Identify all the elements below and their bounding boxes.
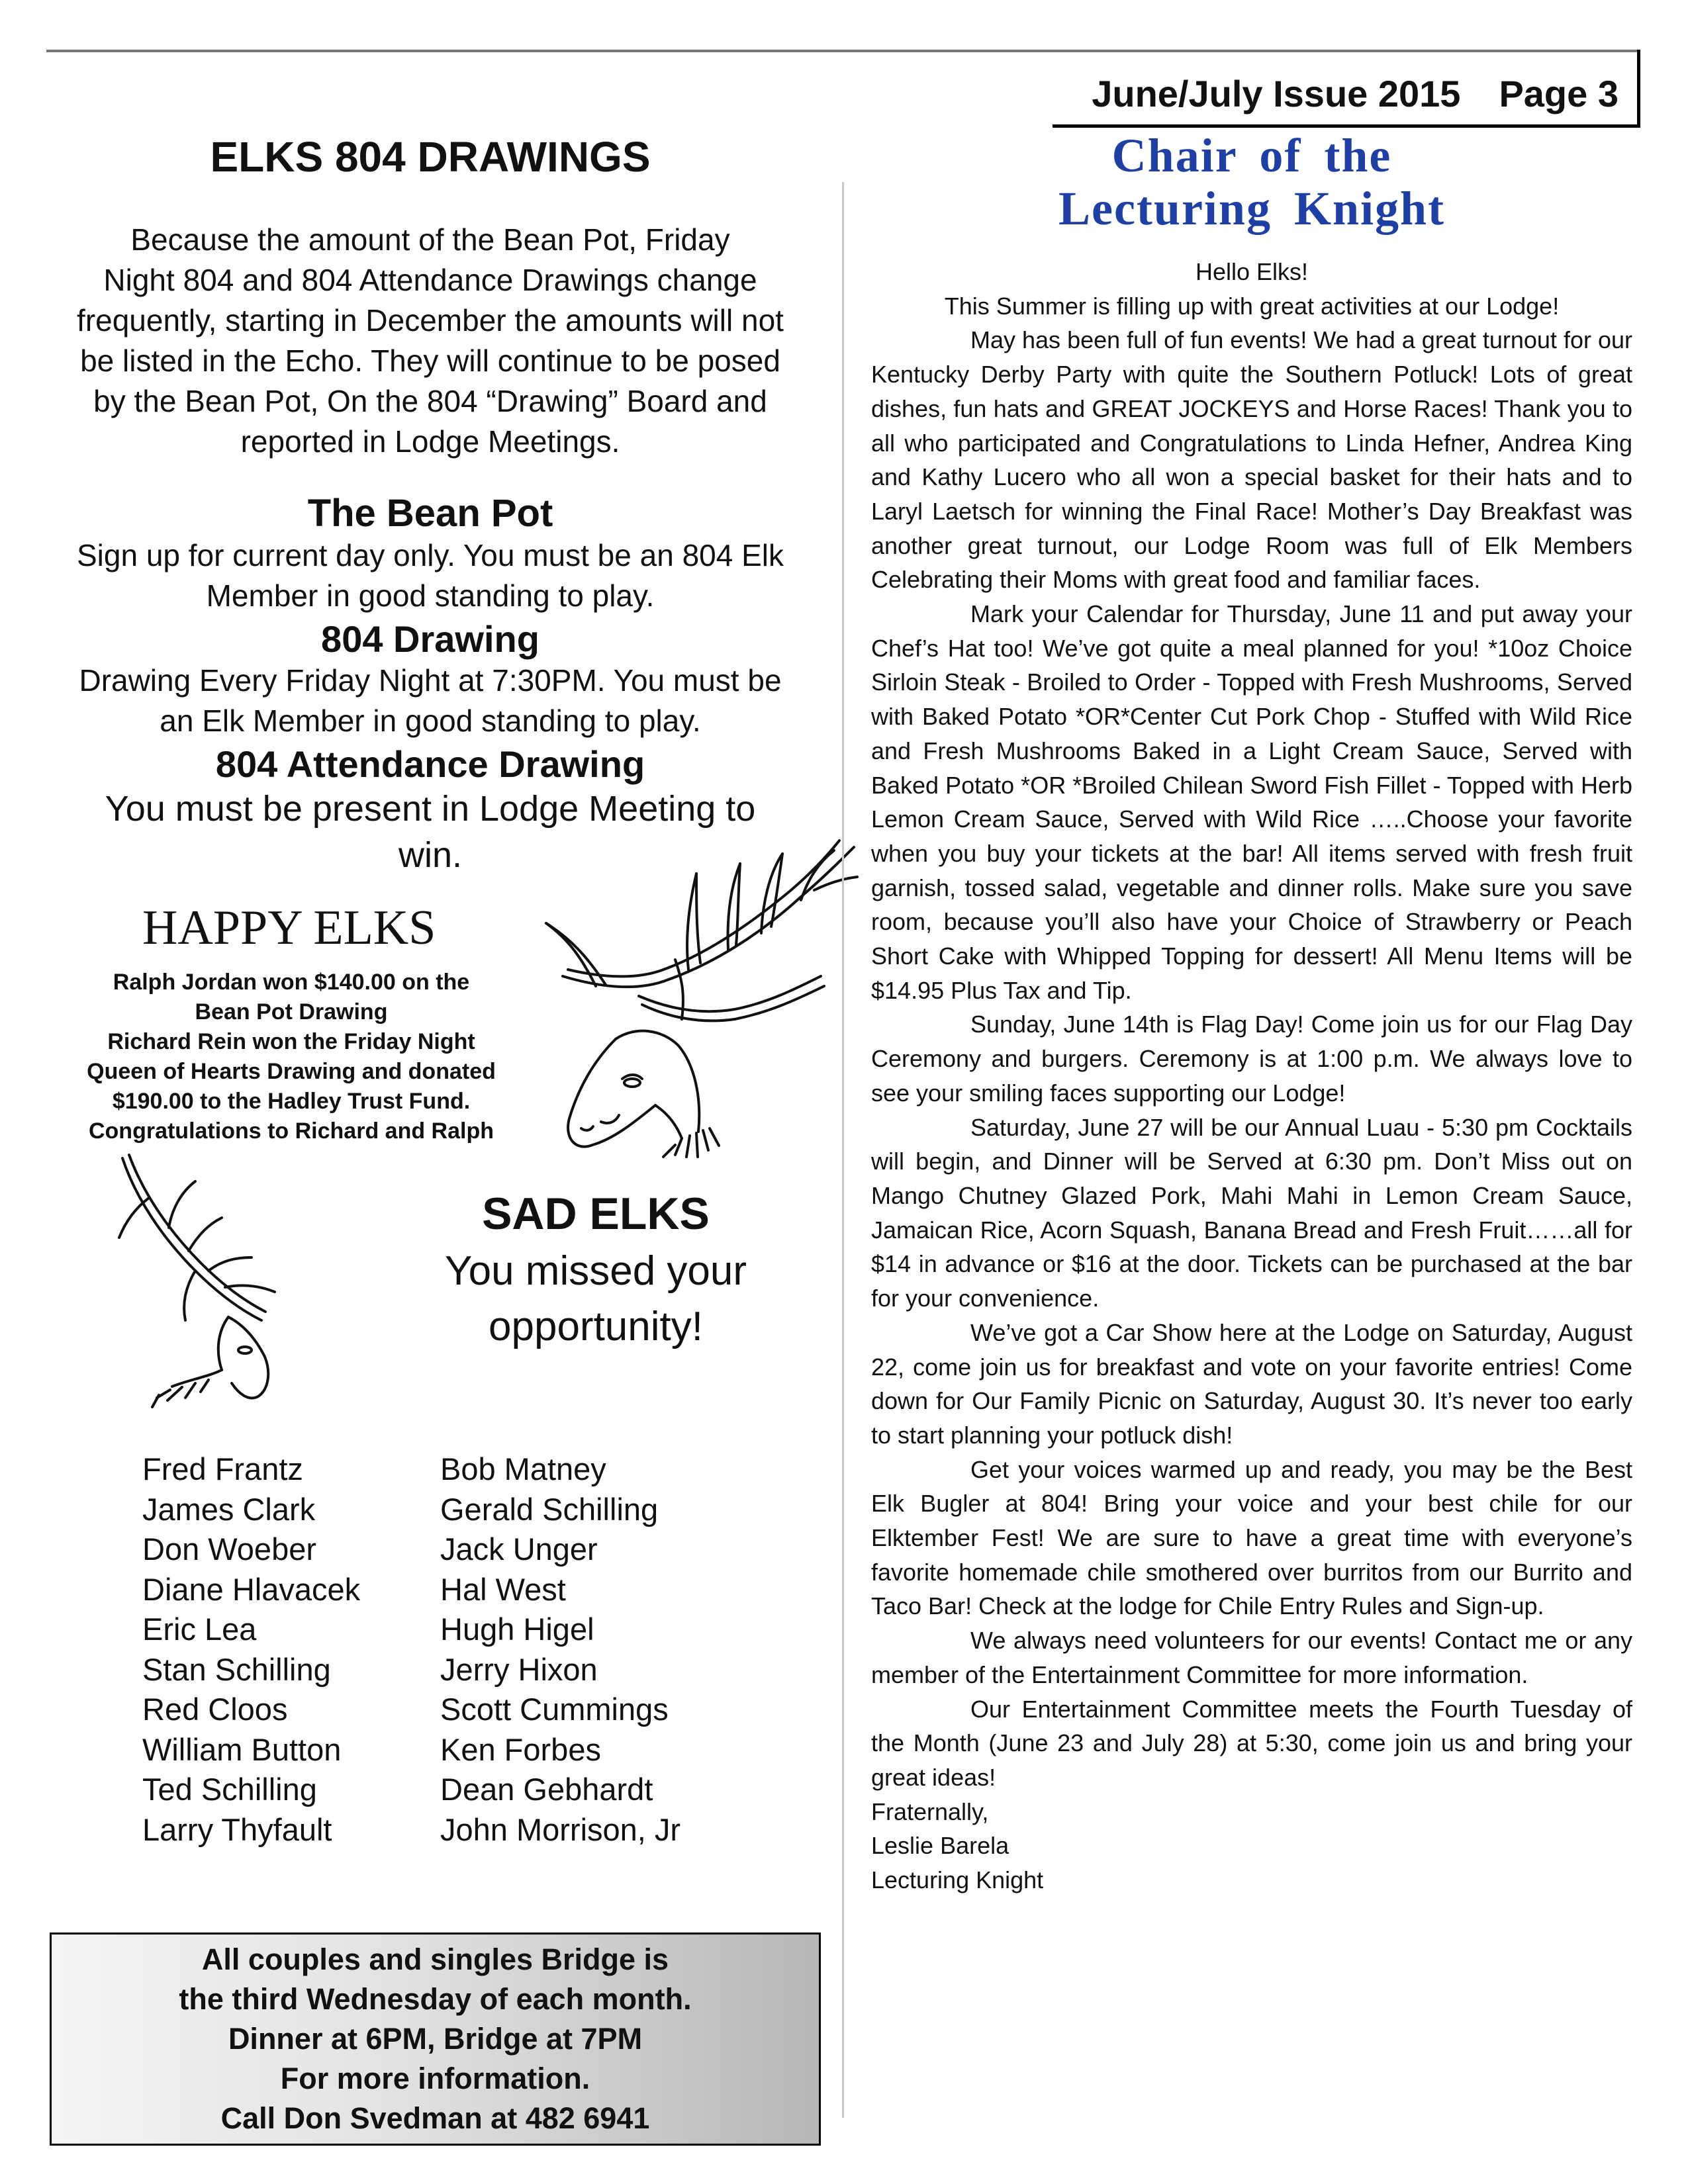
elk-head-sad-icon [109,1145,321,1410]
drawing-text [46,660,814,741]
names-list-left [142,1449,360,1850]
sad-line: You missed your [444,1248,747,1294]
bridge-line: the third Wednesday of each month. [179,1982,692,2016]
happy-elks-text [53,968,530,1146]
chair-title-line: Lecturing Knight [1058,182,1446,235]
article-paragraph: Mark your Calendar for Thursday, June 11 and put away your Chef’s Hat too! We’ve got quite a meal planned for you! *10oz Choice Sirloin Steak - Broiled to Order - Topped with Fresh Mushrooms, Served with Baked Potato *OR*Center Cut Pork Chop - Stuffed with Wild Rice and Fresh Mushrooms Baked in a Light Cream Sauce, Served with Baked Potato *OR *Broiled Chilean Sword Fish Fillet - Topped with Herb Lemon Cream Sauce, Served with Wild Rice …..Choose your favorite when you buy your tickets at the bar! All items served with fresh fruit garnish, tossed salad, vegetable and dinner rolls. Make sure you save room, because you’ll also have your Choice of Strawberry or Peach Short Cake with Whipped Topping for dessert! All Menu Items will be $14.95 Plus Tax and Tip. [871,600,1632,1004]
intro-line: Because the amount of the Bean Pot, Friday [130,222,730,257]
list-item: Scott Cummings [440,1692,669,1727]
article-body [871,323,1632,1794]
list-item: Stan Schilling [142,1651,331,1687]
bean-pot-heading: The Bean Pot [307,492,553,535]
chair-title-line: Chair of the [1111,129,1392,182]
intro-line: reported in Lodge Meetings. [240,424,620,459]
greeting-line: This Summer is filling up with great activities at our Lodge! [944,292,1560,320]
bridge-line: For more information. [280,2062,590,2095]
issue-label: June/July Issue 2015 [1092,73,1461,114]
happy-line: Congratulations to Richard and Ralph [88,1118,494,1144]
article-paragraph: May has been full of fun events! We had a great turnout for our Kentucky Derby Party with quite the Southern Potluck! Lots of great dishes, fun hats and GREAT JOCKEYS and Horse Races! Thank you to all who participated and Congratulations to Linda Hefner, Andrea King and Kathy Lucero who all won a special basket for their hats and to Laryl Laetsch for winning the Final Race! Mother’s Day Breakfast was another great turnout, our Lodge Room was full of Elk Members Celebrating their Moms with great food and familiar faces. [871,326,1632,594]
sad-line: opportunity! [489,1304,703,1349]
happy-line: Richard Rein won the Friday Night [107,1029,475,1054]
list-item: James Clark [142,1491,316,1527]
attendance-heading: 804 Attendance Drawing [215,743,645,785]
list-item: John Morrison, Jr [440,1811,681,1847]
drawing-line: Drawing Every Friday Night at 7:30PM. You must be [79,663,782,698]
attendance-line: You must be present in Lodge Meeting to [105,789,756,829]
drawings-title: ELKS 804 DRAWINGS [210,133,651,181]
happy-line: $190.00 to the Hadley Trust Fund. [112,1089,471,1114]
list-item: Don Woeber [142,1531,316,1567]
sad-elks-text [397,1244,794,1355]
list-item: Ted Schilling [142,1772,317,1807]
names-list-right [440,1449,680,1850]
intro-line: by the Bean Pot, On the 804 “Drawing” Board and [93,384,767,418]
article-paragraph: We always need volunteers for our events! Contact me or any member of the Entertainment Committee for more information. [871,1627,1632,1688]
bridge-line: All couples and singles Bridge is [201,1942,669,1976]
list-item: Larry Thyfault [142,1811,332,1847]
list-item: Bob Matney [440,1451,606,1486]
bean-pot-text [46,535,814,616]
greeting-line: Hello Elks! [1195,258,1309,285]
greeting [871,255,1632,323]
bean-pot-line: Sign up for current day only. You must be an 804 Elk [76,538,784,572]
bridge-line: Dinner at 6PM, Bridge at 7PM [228,2022,643,2056]
list-item: Eric Lea [142,1612,257,1647]
article-paragraph: Saturday, June 27 will be our Annual Luau - 5:30 pm Cocktails will begin, and Dinner will be Served at 6:30 pm. Don’t Miss out on Mango Chutney Glazed Pork, Mahi Mahi in Lemon Cream Sauce, Jamaican Rice, Acorn Squash, Banana Bread and Fresh Fruit……all for $14 in advance or $16 at the door. Tickets can be purchased at the bar for your convenience. [871,1113,1632,1312]
happy-line: Bean Pot Drawing [195,999,388,1024]
elk-head-happy-icon [523,827,867,1198]
drawing-line: an Elk Member in good standing to play. [160,704,701,738]
article-paragraph: Sunday, June 14th is Flag Day! Come join us for our Flag Day Ceremony and burgers. Ceremony is at 1:00 p.m. We always love to see your smiling faces supporting our Lodge! [871,1011,1632,1107]
article-paragraph: We’ve got a Car Show here at the Lodge on Saturday, August 22, come join us for breakfast and vote on your favorite entries! Come down for Our Family Picnic on Saturday, August 30. It’s never too early to start planning your potluck dish! [871,1318,1632,1449]
list-item: Jack Unger [440,1531,598,1567]
list-item: William Button [142,1731,342,1767]
signature [871,1795,1632,1897]
list-item: Jerry Hixon [440,1651,598,1687]
list-item: Hal West [440,1571,566,1607]
closing: Fraternally, [871,1797,989,1825]
list-item: Fred Frantz [142,1451,303,1486]
sad-elks-heading: SAD ELKS [482,1189,710,1239]
list-item: Diane Hlavacek [142,1571,361,1607]
drawings-intro [46,220,814,462]
happy-line: Queen of Hearts Drawing and donated [87,1059,496,1084]
bridge-notice-box [50,1933,821,2146]
drawings-column [46,126,814,878]
signer-title: Lecturing Knight [871,1866,1044,1894]
intro-line: frequently, starting in December the amounts will not [77,303,784,338]
drawing-heading: 804 Drawing [321,618,539,660]
lecturing-knight-column [871,129,1632,1897]
happy-elks-heading: HAPPY ELKS [142,901,436,955]
article-paragraph: Get your voices warmed up and ready, you may be the Best Elk Bugler at 804! Bring your voice and your best chile for our Elktember Fest! We are sure to have a great time with everyone’s favorite homemade chile smothered over burritos from our Burrito and Taco Bar! Check at the lodge for Chile Entry Rules and Sign-up. [871,1455,1632,1620]
chair-title [871,129,1632,235]
page-number: Page 3 [1499,73,1618,114]
list-item: Hugh Higel [440,1612,594,1647]
list-item: Red Cloos [142,1692,288,1727]
happy-line: Ralph Jordan won $140.00 on the [113,970,470,995]
signer-name: Leslie Barela [871,1832,1009,1860]
issue-header [1053,50,1640,128]
bean-pot-line: Member in good standing to play. [206,578,655,613]
column-divider [842,182,844,2118]
list-item: Gerald Schilling [440,1491,659,1527]
bridge-line: Call Don Svedman at 482 6941 [220,2101,650,2135]
list-item: Dean Gebhardt [440,1772,653,1807]
intro-line: Night 804 and 804 Attendance Drawings change [103,263,757,297]
list-item: Ken Forbes [440,1731,601,1767]
article-paragraph: Our Entertainment Committee meets the Fourth Tuesday of the Month (June 23 and July 28) at 5:30, come join us and bring your great ideas! [871,1695,1632,1791]
attendance-line: win. [398,835,463,875]
intro-line: be listed in the Echo. They will continue to be posed [80,343,780,378]
sad-elks [397,1188,794,1355]
